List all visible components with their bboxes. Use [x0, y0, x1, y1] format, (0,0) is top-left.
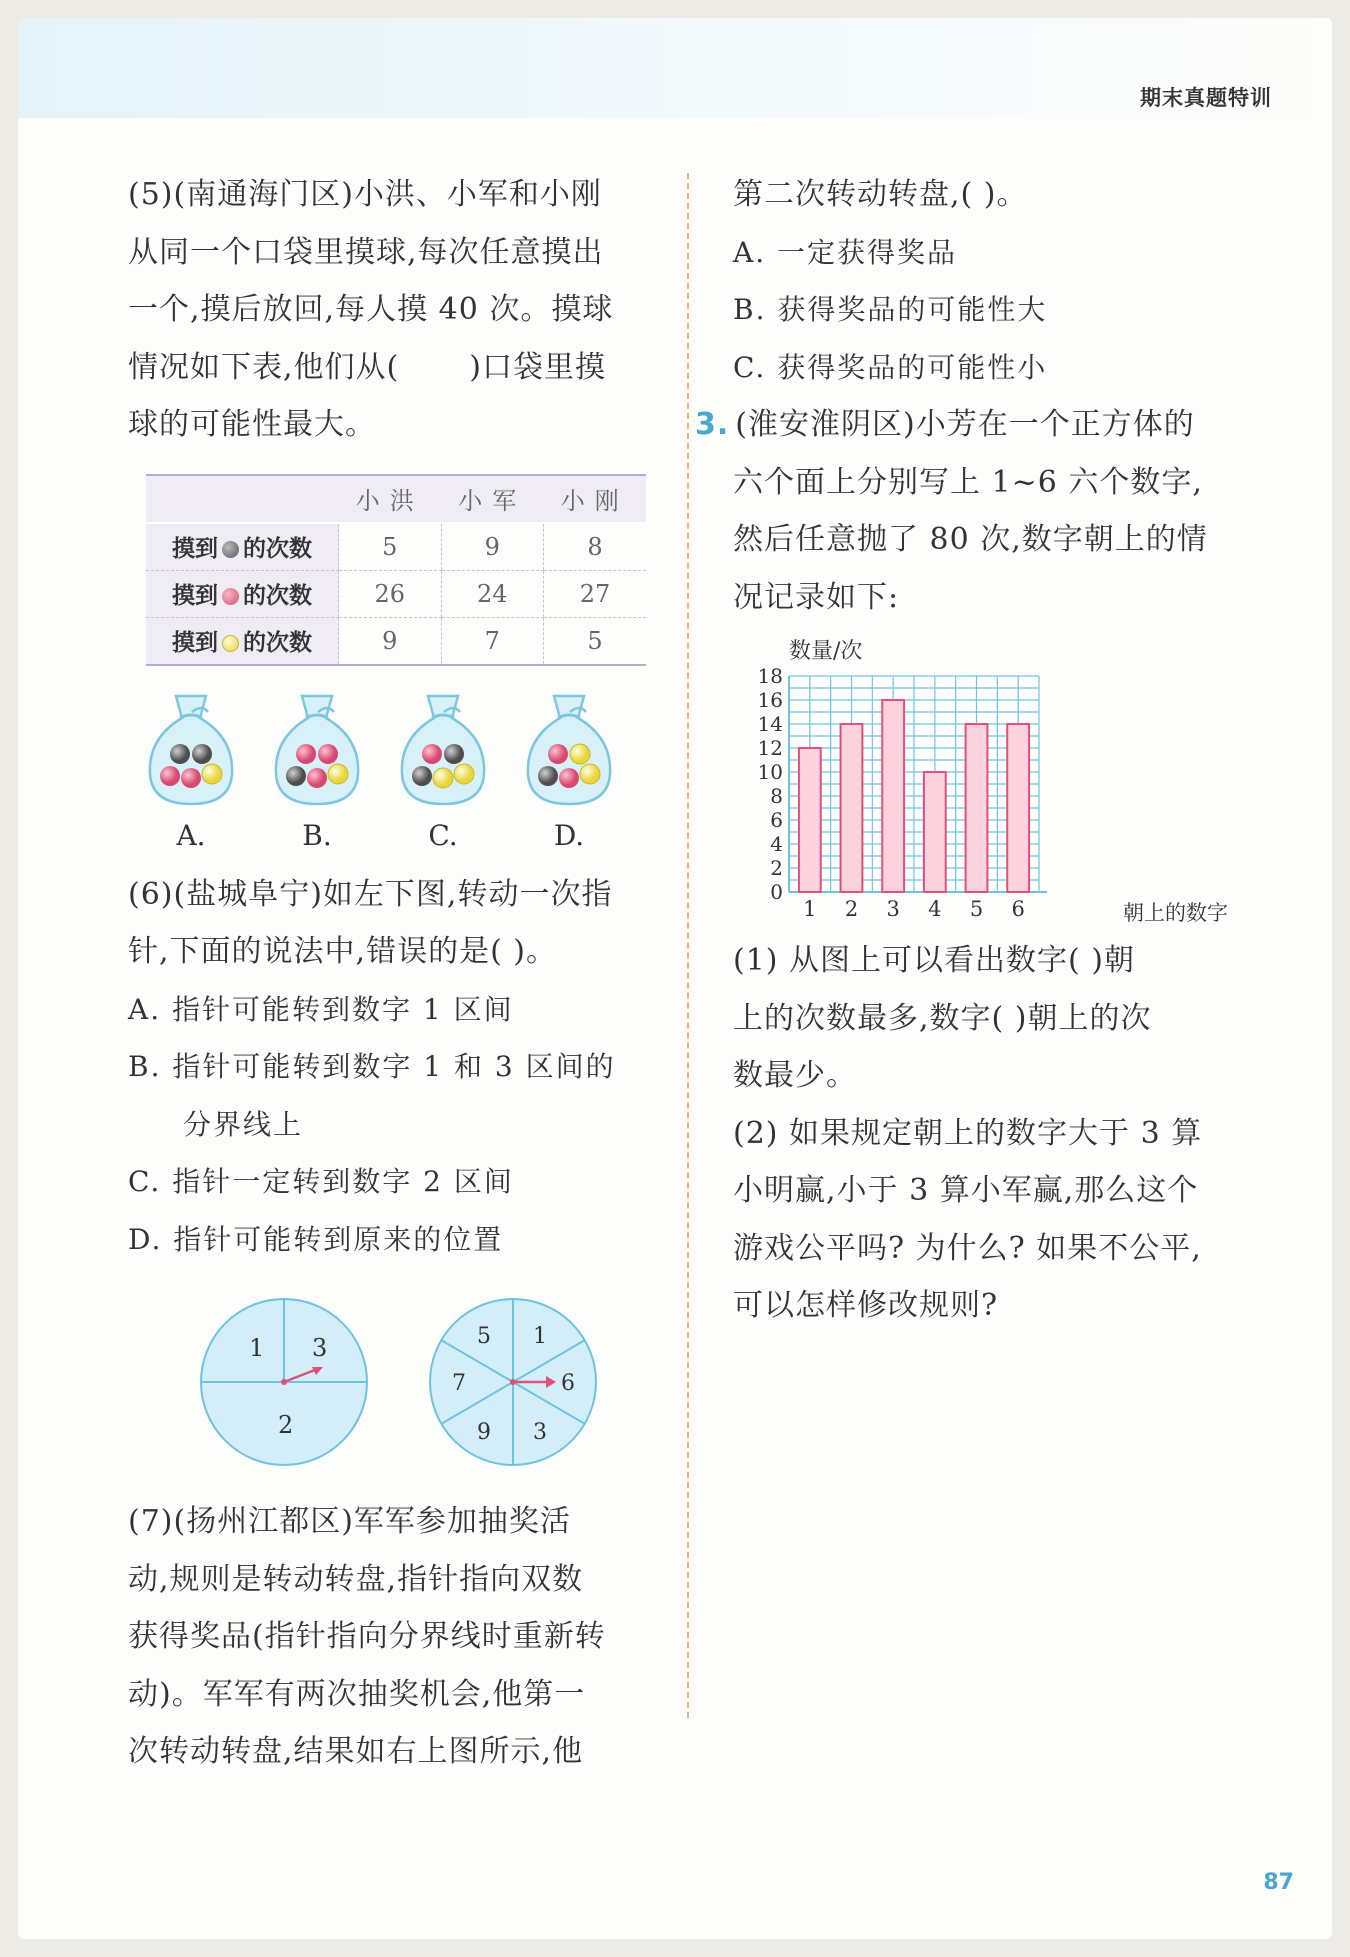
q3-line-3: 然后任意抛了 80 次,数字朝上的情	[733, 522, 1208, 557]
q7-line-3: 获得奖品(指针指向分界线时重新转	[128, 1619, 606, 1654]
yellow-ball	[328, 764, 348, 784]
q6-option-b-cont: 分界线上	[183, 1107, 304, 1141]
row-label	[146, 570, 339, 617]
bag-label: C.	[428, 818, 458, 852]
q7-option-c[interactable]: C. 获得奖品的可能性小	[733, 350, 1048, 384]
row-label-post: 的次数	[243, 630, 312, 656]
spinner-1-label: 2	[278, 1411, 294, 1439]
table-cell: 9	[339, 617, 442, 665]
q3-line-1-text: (淮安淮阴区)小芳在一个正方体的	[735, 407, 1195, 442]
table-header-cell: 小洪	[339, 475, 442, 523]
table-cell: 27	[544, 570, 647, 617]
bag-label: A.	[176, 818, 206, 852]
bar-4	[924, 772, 946, 892]
q7-cont-line: 第二次转动转盘,( )。	[733, 177, 1028, 212]
q3-sub2-line-4: 可以怎样修改规则?	[733, 1288, 999, 1323]
row-label-pre: 摸到	[172, 536, 218, 562]
yellow-ball-icon	[222, 635, 239, 652]
q6-option-c[interactable]: C. 指针一定转到数字 2 区间	[128, 1165, 514, 1198]
gray-ball	[538, 766, 558, 786]
yellow-ball	[433, 768, 453, 788]
bar-2	[841, 724, 863, 892]
q5-line-4-head: 情况如下表,他们从(	[128, 349, 400, 385]
q7-option-a[interactable]: A. 一定获得奖品	[733, 235, 958, 269]
x-tick-label: 5	[969, 897, 984, 921]
spinner-1	[201, 1299, 367, 1465]
yellow-ball	[580, 764, 600, 784]
q6-line-2: 针,下面的说法中,错误的是( )。	[128, 934, 558, 969]
q5-line-2: 从同一个口袋里摸球,每次任意摸出	[128, 234, 604, 270]
bag-icon	[398, 682, 488, 807]
bar-chart	[733, 632, 1273, 932]
column-divider	[687, 173, 689, 1718]
bag-option-c[interactable]	[398, 682, 488, 852]
spinner-1-label: 3	[312, 1334, 328, 1362]
gray-ball-icon	[222, 541, 239, 558]
row-label-post: 的次数	[243, 583, 312, 609]
row-label-post: 的次数	[243, 536, 312, 562]
gray-ball	[444, 744, 464, 764]
red-ball	[318, 744, 338, 764]
table-header-cell	[146, 475, 339, 523]
red-ball-icon	[222, 588, 239, 605]
bar-6	[1007, 724, 1029, 892]
spinner-2-label: 3	[533, 1420, 547, 1445]
page-number: 87	[1263, 1870, 1294, 1895]
bar-3	[882, 700, 904, 892]
bag-options	[146, 682, 658, 852]
q6-option-b[interactable]: B. 指针可能转到数字 1 和 3 区间的	[128, 1050, 616, 1083]
q6-option-d[interactable]: D. 指针可能转到原来的位置	[128, 1222, 504, 1256]
q5-line-4-tail: )口袋里摸	[469, 349, 606, 385]
table-cell: 5	[339, 523, 442, 571]
q5-line-1: (5)(南通海门区)小洪、小军和小刚	[128, 177, 602, 212]
spinner-2	[430, 1299, 596, 1465]
red-ball	[559, 768, 579, 788]
spinner-figures	[128, 1290, 658, 1475]
q3-sub1-line-1: (1) 从图上可以看出数字( )朝	[733, 943, 1135, 978]
header-band	[18, 18, 1332, 118]
spinner-2-label: 9	[477, 1420, 491, 1445]
x-tick-label: 4	[928, 897, 942, 921]
q7-line-2: 动,规则是转动转盘,指针指向双数	[128, 1561, 584, 1597]
table-header-row	[146, 475, 646, 523]
x-tick-label: 1	[803, 897, 817, 921]
bar-5	[966, 724, 988, 892]
q5-line-3: 一个,摸后放回,每人摸 40 次。摸球	[128, 292, 614, 327]
y-tick-label: 12	[757, 736, 783, 760]
question-number: 3.	[695, 407, 730, 442]
yellow-ball	[570, 744, 590, 764]
q3-sub1-line-3: 数最少。	[733, 1058, 857, 1093]
spinner-2-label: 1	[533, 1324, 547, 1349]
header-title: 期末真题特训	[1140, 86, 1272, 110]
q7-line-4: 动)。军军有两次抽奖机会,他第一	[128, 1676, 586, 1712]
x-tick-label: 6	[1011, 897, 1025, 921]
y-tick-label: 16	[757, 688, 783, 712]
red-ball	[160, 766, 180, 786]
y-tick-label: 6	[770, 808, 783, 832]
q3-sub2-line-1: (2) 如果规定朝上的数字大于 3 算	[733, 1115, 1203, 1151]
bar-chart-svg	[733, 632, 1273, 932]
q6-option-a[interactable]: A. 指针可能转到数字 1 区间	[128, 992, 514, 1026]
q5-line-5: 球的可能性最大。	[128, 407, 376, 442]
y-tick-label: 8	[770, 784, 783, 808]
q3-sub1-line-2: 上的次数最多,数字( )朝上的次	[733, 1000, 1152, 1036]
row-label	[146, 617, 339, 665]
q7-line-5: 次转动转盘,结果如右上图所示,他	[128, 1734, 584, 1769]
table-cell: 24	[441, 570, 544, 617]
bag-option-a[interactable]	[146, 682, 236, 852]
bar-1	[799, 748, 821, 892]
table-header-cell: 小军	[441, 475, 544, 523]
spinner-2-label: 7	[452, 1371, 466, 1396]
spinner-diagram	[128, 1290, 658, 1475]
yellow-ball	[202, 764, 222, 784]
y-axis-label: 数量/次	[789, 639, 863, 664]
table-row	[146, 570, 646, 617]
y-tick-label: 14	[757, 712, 783, 736]
bag-icon	[146, 682, 236, 807]
ball-count-table	[146, 474, 646, 666]
y-tick-label: 0	[770, 880, 783, 904]
x-axis-label: 朝上的数字	[1123, 901, 1228, 925]
q7-option-b[interactable]: B. 获得奖品的可能性大	[733, 293, 1048, 326]
row-label	[146, 523, 339, 571]
bag-option-d[interactable]	[524, 682, 614, 852]
red-ball	[307, 768, 327, 788]
gray-ball	[286, 766, 306, 786]
spinner-1-label: 1	[249, 1334, 265, 1362]
y-tick-label: 18	[757, 664, 783, 688]
bag-label: B.	[302, 818, 332, 852]
red-ball	[296, 744, 316, 764]
spinner-2-label: 6	[561, 1371, 575, 1396]
q7-line-1: (7)(扬州江都区)军军参加抽奖活	[128, 1504, 571, 1539]
right-column	[695, 166, 1273, 1335]
y-tick-label: 10	[757, 760, 783, 784]
q5-line-4	[128, 339, 658, 397]
x-tick-label: 2	[844, 897, 859, 921]
bag-icon	[524, 682, 614, 807]
table-cell: 8	[544, 523, 647, 571]
q3-line-1	[695, 396, 1273, 454]
table-cell: 5	[544, 617, 647, 665]
table-cell: 9	[441, 523, 544, 571]
table-cell: 7	[441, 617, 544, 665]
spinner-2-label: 5	[477, 1324, 491, 1349]
red-ball	[181, 768, 201, 788]
page	[18, 18, 1332, 1939]
table-row	[146, 523, 646, 571]
y-tick-label: 2	[770, 856, 783, 880]
table-row	[146, 617, 646, 665]
gray-ball	[412, 766, 432, 786]
yellow-ball	[454, 764, 474, 784]
q3-sub2-line-3: 游戏公平吗? 为什么? 如果不公平,	[733, 1230, 1202, 1266]
y-tick-label: 4	[770, 832, 783, 856]
gray-ball	[170, 744, 190, 764]
row-label-pre: 摸到	[172, 583, 218, 609]
q3-line-2: 六个面上分别写上 1~6 六个数字,	[733, 464, 1203, 500]
red-ball	[422, 744, 442, 764]
bag-option-b[interactable]	[272, 682, 362, 852]
q6-line-1: (6)(盐城阜宁)如左下图,转动一次指	[128, 876, 613, 912]
bag-icon	[272, 682, 362, 807]
q3-sub2-line-2: 小明赢,小于 3 算小军赢,那么这个	[733, 1173, 1199, 1208]
x-tick-label: 3	[886, 897, 900, 921]
red-ball	[548, 744, 568, 764]
gray-ball	[192, 744, 212, 764]
row-label-pre: 摸到	[172, 630, 218, 656]
bag-label: D.	[553, 818, 585, 852]
left-column	[128, 166, 658, 1781]
table-header-cell: 小刚	[544, 475, 647, 523]
table-cell: 26	[339, 570, 442, 617]
q3-line-4: 况记录如下:	[733, 579, 900, 615]
